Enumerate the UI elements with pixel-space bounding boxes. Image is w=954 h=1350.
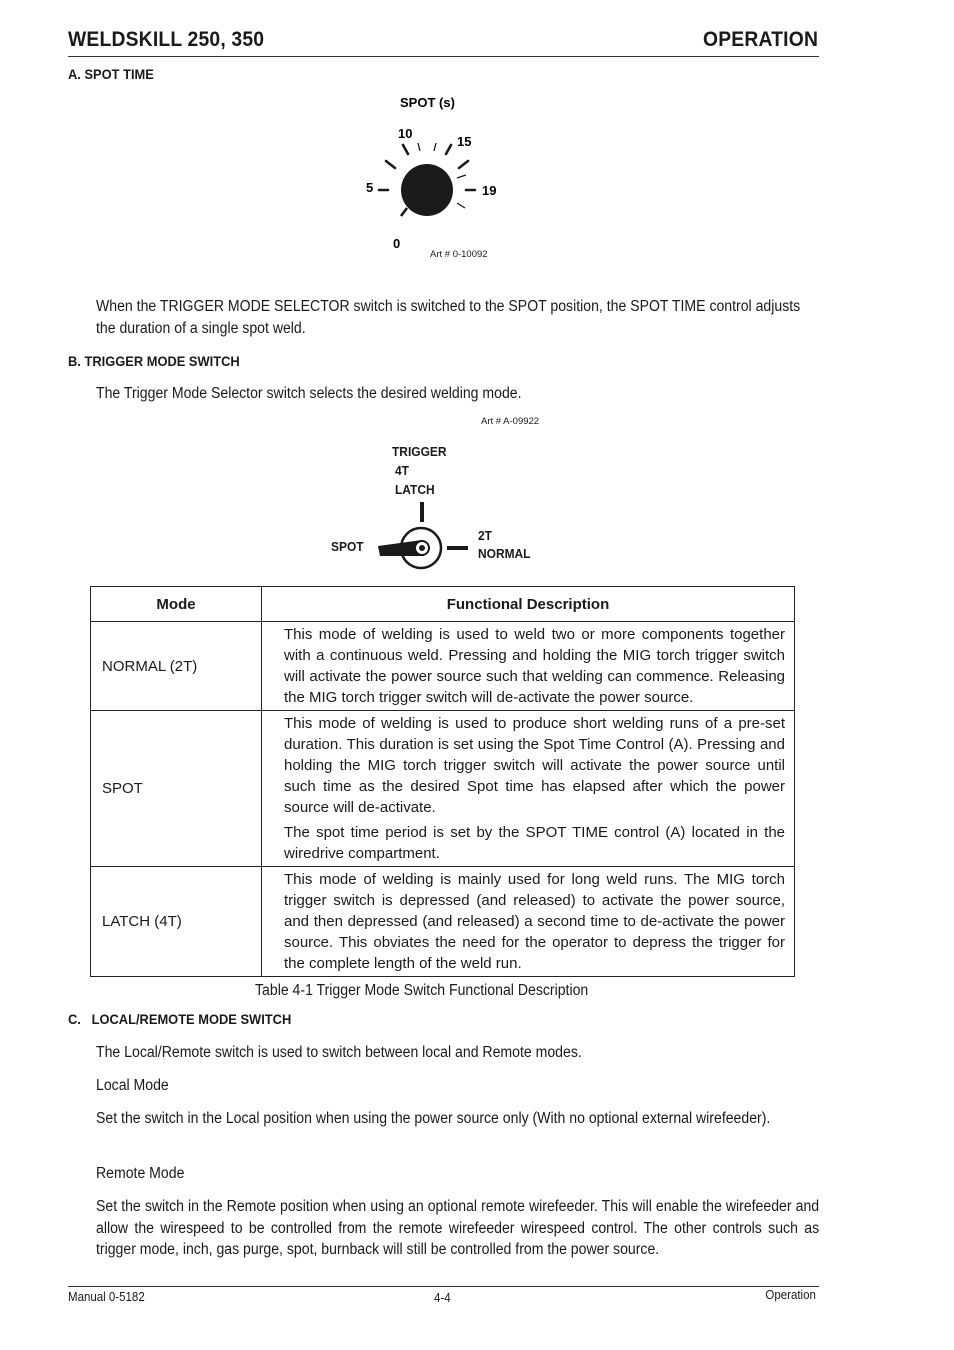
table-row (91, 867, 795, 977)
local-remote-heading: C. LOCAL/REMOTE MODE SWITCH (68, 1011, 292, 1027)
switch-label-4t: 4T (395, 463, 409, 478)
table-cell-description (262, 622, 795, 711)
local-mode-text: Set the switch in the Local position when using the power source only (With no optional external wirefeeder). (96, 1110, 771, 1127)
footer-page-number: 4-4 (434, 1291, 451, 1305)
switch-label-2t: 2T (478, 528, 492, 543)
switch-label-normal: NORMAL (478, 546, 531, 561)
table-cell-mode: SPOT (91, 711, 262, 867)
table-cell-mode: LATCH (4T) (91, 867, 262, 977)
remote-mode-text: Set the switch in the Remote position when using an optional remote wirefeeder. This will enable the wirefeeder and allow the wirespeed to be controlled from the remote wirefeeder wirespeed control. The other controls such as trigger mode, inch, gas purge, spot, burnback will still be controlled from the power source. (96, 1198, 820, 1258)
local-remote-intro: The Local/Remote switch is used to switch between local and Remote modes. (96, 1044, 582, 1061)
table-header-description: Functional Description (262, 587, 795, 622)
footer-section: Operation (765, 1288, 816, 1302)
switch-label-spot: SPOT (331, 539, 364, 554)
spot-art-number: Art # 0-10092 (430, 249, 488, 260)
dial-title: SPOT (s) (400, 95, 455, 110)
switch-pivot-center (419, 545, 425, 551)
spot-time-heading: A. SPOT TIME (68, 66, 154, 82)
trigger-art-number: Art # A-09922 (481, 416, 540, 427)
description-paragraph: This mode of welding is used to produce short welding runs of a pre-set duration. This duration is set using the Spot Time Control (A). Pressing and holding the MIG torch trigger switch will activate the power source until such time as the desired Spot time has elapsed after which the power source will de-activate. (284, 715, 785, 816)
table-cell-description (262, 711, 795, 867)
description-paragraph: This mode of welding is used to weld two or more components together with a continuous weld. Pressing and holding the MIG torch trigger switch will activate the power source such that welding can commence. Releasing the MIG torch trigger switch will de-activate the power source. (284, 626, 785, 706)
switch-label-trigger: TRIGGER (392, 444, 447, 459)
table-row (91, 711, 795, 867)
table-row (91, 622, 795, 711)
spot-time-description: When the TRIGGER MODE SELECTOR switch is switched to the SPOT position, the SPOT TIME control adjusts the duration of a single spot weld. (96, 298, 801, 337)
dial-label-15: 15 (457, 134, 472, 149)
dial-knob (401, 164, 453, 216)
spot-time-dial (340, 88, 540, 268)
trigger-mode-table (90, 586, 795, 977)
table-cell-description (262, 867, 795, 977)
document-title: WELDSKILL 250, 350 (68, 28, 265, 51)
footer-manual-number: Manual 0-5182 (68, 1290, 145, 1304)
header-rule (68, 56, 819, 57)
trigger-mode-intro: The Trigger Mode Selector switch selects the desired welding mode. (96, 385, 522, 402)
table-header-row (91, 587, 795, 622)
switch-label-latch: LATCH (395, 482, 435, 497)
trigger-mode-switch-diagram (370, 496, 480, 576)
table-header-mode: Mode (91, 587, 262, 622)
footer-rule (68, 1286, 819, 1287)
section-title: OPERATION (702, 28, 818, 51)
description-paragraph: The spot time period is set by the SPOT TIME control (A) located in the wiredrive compartment. (284, 824, 785, 862)
dial-label-5: 5 (366, 180, 374, 195)
description-paragraph: This mode of welding is mainly used for long weld runs. The MIG torch trigger switch is depressed (and released) to activate the power source, and then depressed (and released) a second time to de-activate the power source. This obviates the need for the operator to depress the trigger for the complete length of the weld run. (284, 871, 785, 972)
table-cell-mode: NORMAL (2T) (91, 622, 262, 711)
dial-label-19: 19 (482, 183, 497, 198)
remote-mode-title: Remote Mode (96, 1165, 185, 1182)
trigger-mode-heading: B. TRIGGER MODE SWITCH (68, 353, 240, 369)
table-caption: Table 4-1 Trigger Mode Switch Functional Description (255, 982, 589, 999)
dial-pointer (401, 208, 407, 216)
local-mode-title: Local Mode (96, 1077, 169, 1094)
dial-label-0: 0 (393, 236, 401, 251)
dial-label-10: 10 (398, 126, 413, 141)
